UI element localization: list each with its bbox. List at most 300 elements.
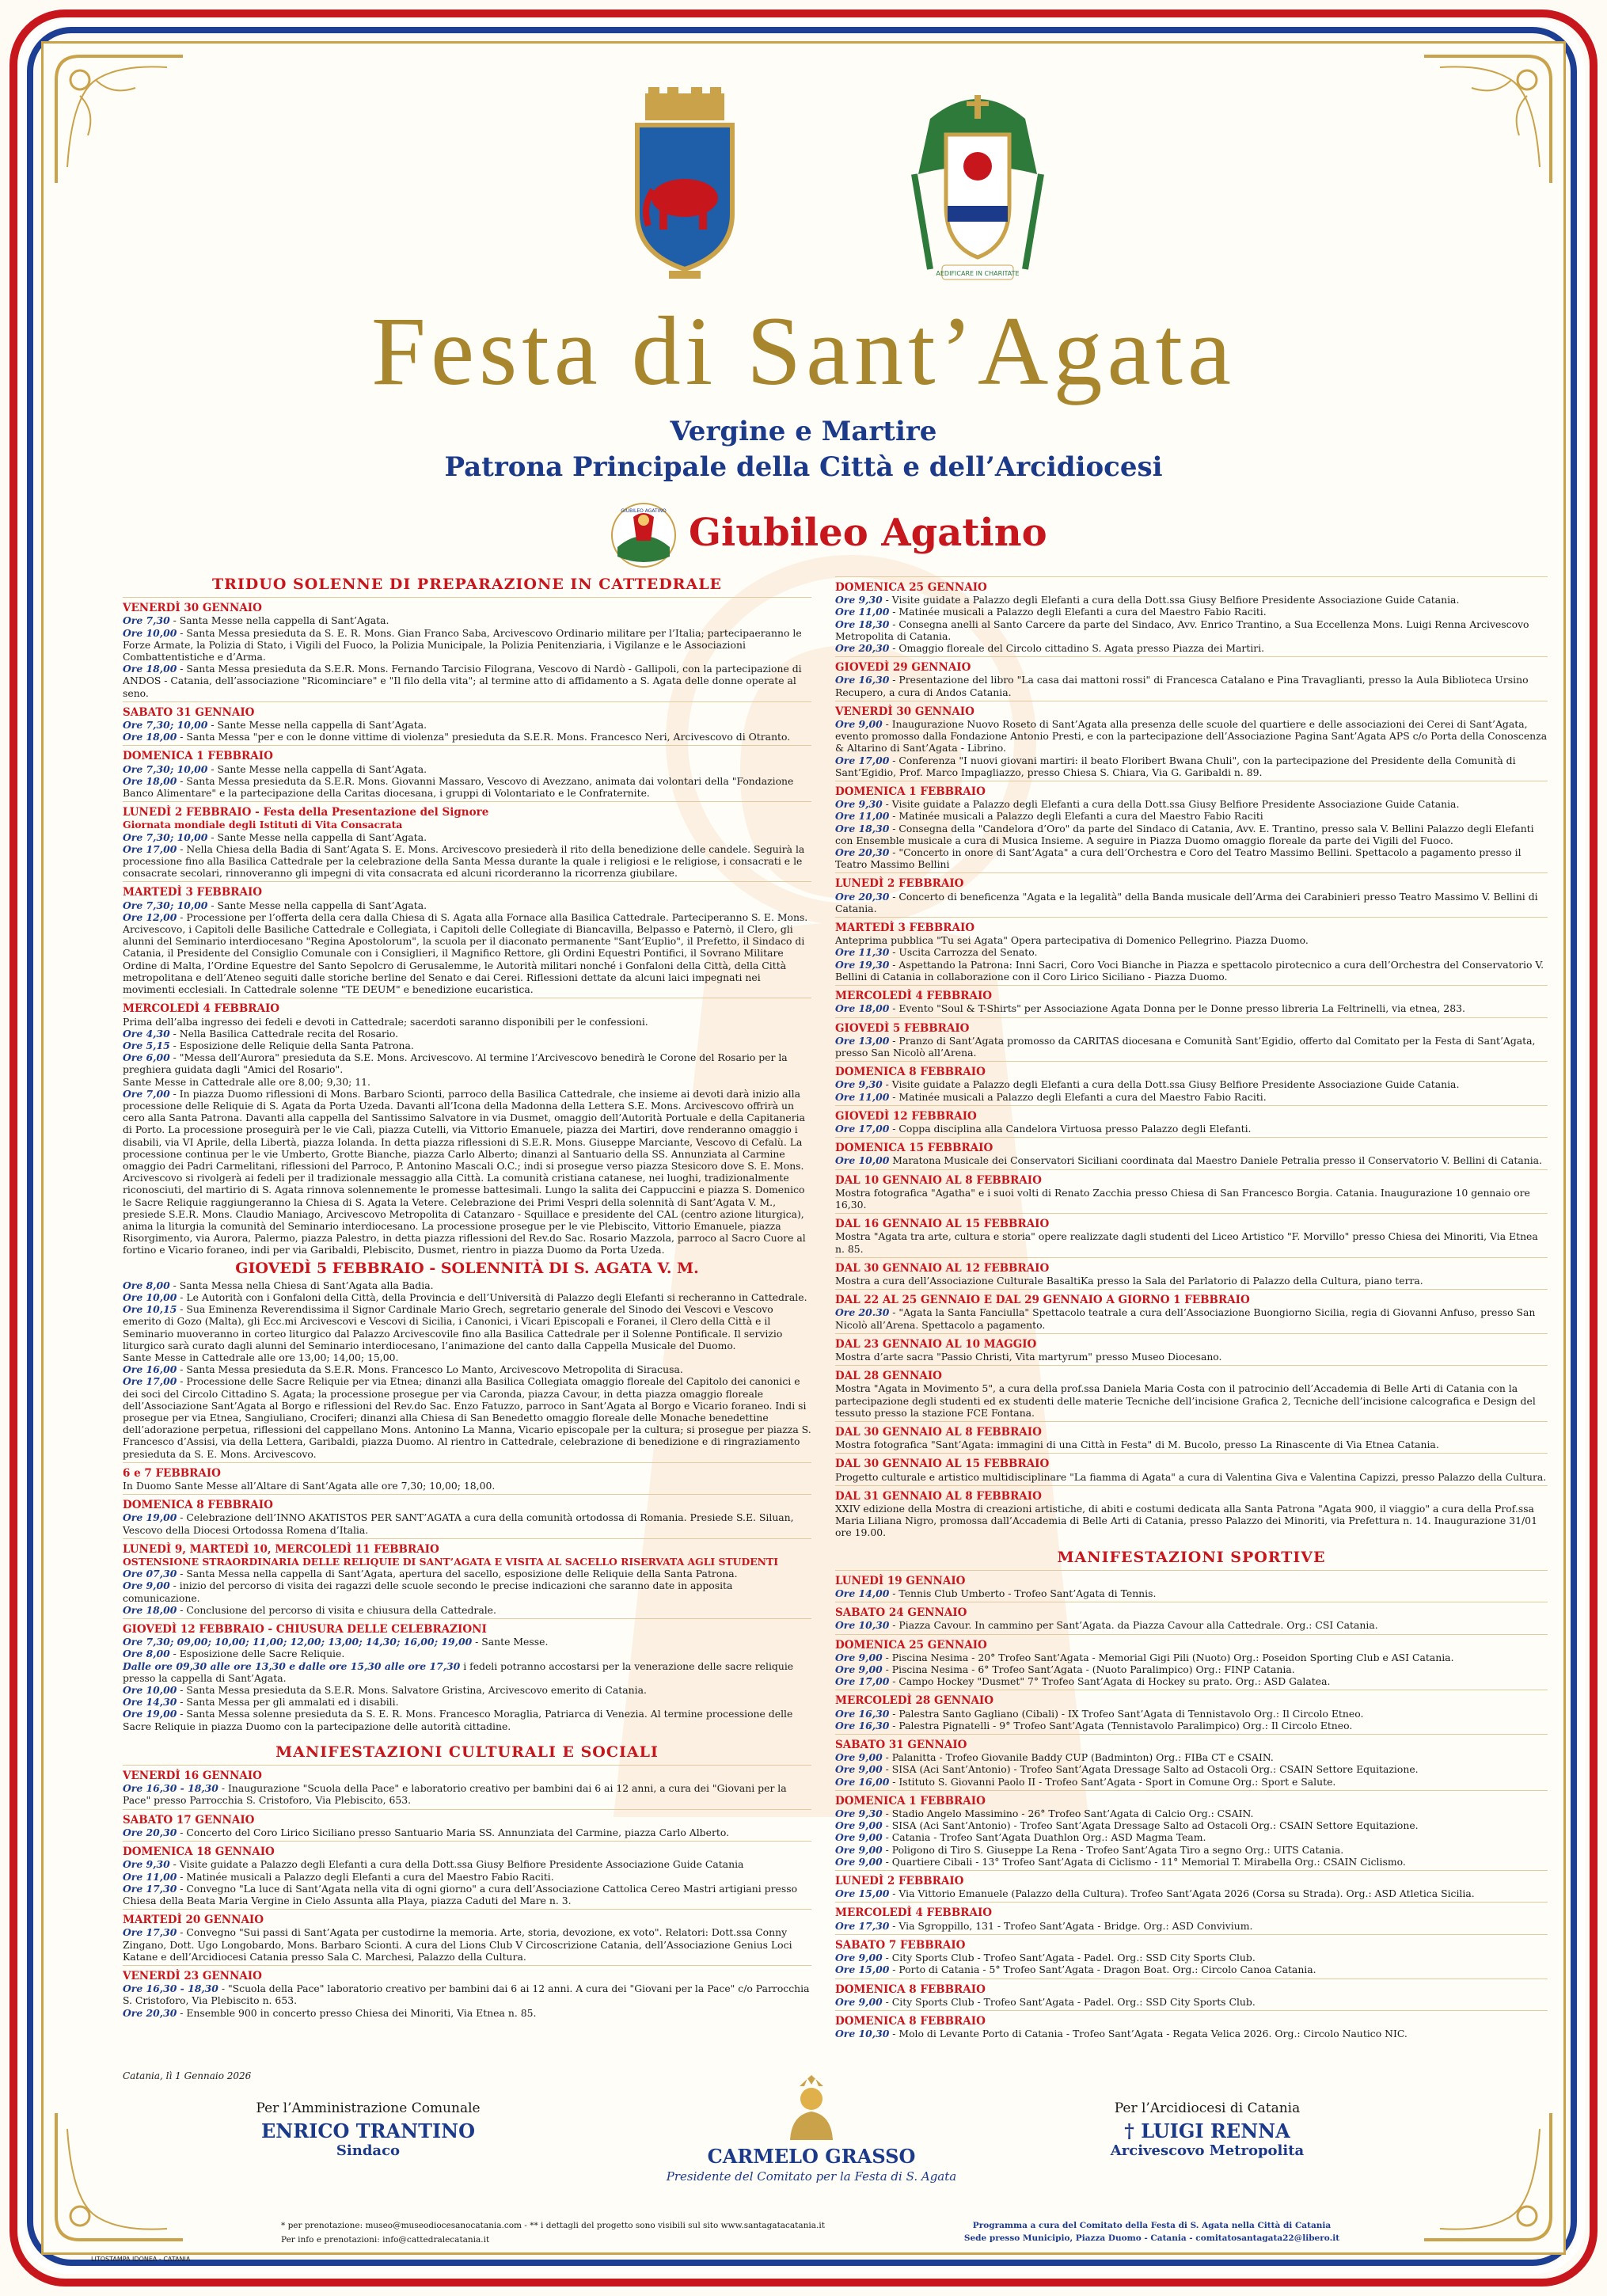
event-entry bbox=[123, 1363, 811, 1375]
event-day bbox=[835, 1485, 1548, 1539]
event-date: VENERDÌ 16 GENNAIO bbox=[123, 1770, 262, 1783]
event-entry bbox=[123, 1028, 811, 1040]
event-description: Mostra a cura dell’Associazione Culturale BasaltiKa presso la Sala del Parlatorio di Palazzo della Cultura, piano terra. bbox=[835, 1274, 1423, 1287]
event-day bbox=[123, 701, 811, 743]
event-description: - Processione delle Sacre Reliquie per via Etnea; dinanzi alla Basilica Collegiata omaggio floreale del Capitolo dei canonici e dei soci del Circolo Cittadino S. Agata; la processione prosegue per via Caronda, piazza Cavour, in detta piazza omaggio floreale dell’Associazione Sant’Agata al Borgo e riflessioni del Rev.do Sac. Enzo Fatuzzo, parroco in Sant’Agata al Borgo e Vicario foraneo. Indi si prosegue per via Etnea, Sangiuliano, Crociferi; dinanzi alla Chiesa di San Benedetto omaggio floreale delle Monache benedettine dell’adorazione perpetua, riflessioni del cappellano Mons. Antonino La Manna, Vicario episcopale per la cultura; si prosegue per piazza S. Francesco d’Assisi, via della Lettera, Garibaldi, piazza Duomo. Al rientro in Cattedrale, celebrazione di benedizione e di ringraziamento presieduta da S. E. Mons. Arcivescovo. bbox=[123, 1375, 811, 1460]
event-day bbox=[835, 917, 1548, 983]
event-time: Ore 10,00 bbox=[835, 1154, 890, 1167]
event-description: - "Messa dell’Aurora" presieduta da S.E. Mons. Arcivescovo. Al termine l’Arcivescovo benedirà le Corone del Rosario per la preghiera guidata dagli "Amici del Rosario". bbox=[123, 1051, 788, 1076]
event-time: Ore 17,00 bbox=[123, 1375, 177, 1388]
event-description: - Concerto di beneficenza "Agata e la legalità" della Banda musicale dell’Arma dei Carabinieri presso Teatro Massimo V. Bellini di Catania. bbox=[835, 890, 1538, 914]
event-time: Ore 9,00 bbox=[835, 1763, 883, 1776]
event-time: Ore 17,30 bbox=[123, 1926, 177, 1939]
event-description: - Stadio Angelo Massimino - 26° Trofeo Sant’Agata di Calcio Org.: CSAIN. bbox=[882, 1808, 1254, 1820]
mayor-role: Per l’Amministrazione Comunale bbox=[256, 2100, 481, 2116]
event-time: Ore 17,30 bbox=[835, 1919, 890, 1932]
event-time: Ore 7,30; 10,00 bbox=[123, 899, 208, 911]
event-description: Anteprima pubblica "Tu sei Agata" Opera partecipativa di Domenico Pellegrino. Piazza Duomo. bbox=[835, 934, 1309, 947]
event-description: - Nella Basilica Cattedrale recita del Rosario. bbox=[169, 1027, 399, 1040]
event-date: GIOVEDÌ 12 FEBBRAIO bbox=[835, 1109, 977, 1123]
event-entry bbox=[835, 1230, 1548, 1254]
event-description: - Presentazione del libro "La casa dai mattoni rossi" di Francesca Catalano e Pina Travaglianti, presso la Aula Biblioteca Ursino Recupero, a cura di Andos Catania. bbox=[835, 674, 1529, 698]
event-description: - SISA (Aci Sant’Antonio) - Trofeo Sant’Agata Dressage Salto ad Ostacoli Org.: CSAIN Settore Equitazione. bbox=[882, 1819, 1419, 1832]
event-description: - Concerto del Coro Lirico Siciliano presso Santuario Maria SS. Annunziata del Carmine, piazza Carlo Alberto. bbox=[177, 1826, 730, 1838]
giubileo-banner bbox=[610, 501, 1085, 564]
event-description: - inizio del percorso di visita dei ragazzi delle scuole secondo le precise indicazioni che saranno date in apposita comunicazione. bbox=[123, 1579, 733, 1604]
event-time: Ore 9,00 bbox=[835, 1952, 883, 1964]
event-entry bbox=[835, 1763, 1548, 1775]
event-time: Ore 9,00 bbox=[835, 718, 883, 731]
event-entry bbox=[123, 1579, 811, 1603]
event-description: - Visite guidate a Palazzo degli Elefanti a cura della Dott.ssa Giusy Belfiore Presidente Associazione Guide Catania. bbox=[882, 798, 1460, 811]
cultural-events-list bbox=[835, 576, 1548, 1539]
event-day bbox=[835, 1421, 1548, 1450]
event-description: - Sante Messe nella cappella di Sant’Agata. bbox=[207, 899, 427, 911]
event-day bbox=[123, 1841, 811, 1906]
event-time: Ore 20,30 bbox=[123, 1826, 177, 1838]
event-description: - Visite guidate a Palazzo degli Elefanti a cura della Dott.ssa Giusy Belfiore Presidente Associazione Guide Catania. bbox=[882, 1078, 1460, 1091]
event-entry bbox=[123, 1303, 811, 1351]
event-entry bbox=[123, 831, 811, 843]
event-entry bbox=[835, 1776, 1548, 1788]
event-entry bbox=[835, 798, 1548, 810]
event-date: MARTEDÌ 20 GENNAIO bbox=[123, 1914, 264, 1927]
event-date: LUNEDÌ 2 FEBBRAIO bbox=[835, 1875, 964, 1888]
event-time: Ore 18,00 bbox=[835, 1002, 890, 1015]
event-description: - Consegna anelli al Santo Carcere da parte del Sindaco, Avv. Enrico Trantino, a Sua Eccellenza Mons. Luigi Renna Arcivescovo Metropolita di Catania. bbox=[835, 618, 1529, 642]
event-day bbox=[123, 1965, 811, 2019]
solennita-title: GIOVEDÌ 5 FEBBRAIO - SOLENNITÀ DI S. AGATA V. M. bbox=[235, 1259, 699, 1277]
event-description: - Sante Messe nella cappella di Sant’Agata. bbox=[207, 719, 427, 732]
event-entry bbox=[123, 1636, 811, 1648]
event-description: - Catania - Trofeo Sant’Agata Duathlon Org.: ASD Magma Team. bbox=[882, 1831, 1206, 1844]
event-time: Ore 12,00 bbox=[123, 910, 177, 923]
event-time: Ore 8,00 bbox=[123, 1648, 170, 1660]
event-time: Ore 18,30 bbox=[835, 822, 890, 834]
event-entry bbox=[835, 1002, 1548, 1014]
saint-agatha-bust-icon bbox=[776, 2070, 847, 2142]
event-entry bbox=[123, 1708, 811, 1732]
event-description: - Via Sgroppillo, 131 - Trofeo Sant’Agata - Bridge. Org.: ASD Convivium. bbox=[889, 1919, 1253, 1932]
event-date: DAL 30 GENNAIO AL 15 FEBBRAIO bbox=[835, 1458, 1050, 1471]
event-date: LUNEDÌ 9, MARTEDÌ 10, MERCOLEDÌ 11 FEBBRAIO bbox=[123, 1542, 439, 1556]
event-entry bbox=[123, 1088, 811, 1256]
event-description: - Piscina Nesima - 6° Trofeo Sant’Agata - (Nuoto Paralimpico) Org.: FINP Catania. bbox=[882, 1663, 1295, 1676]
event-day bbox=[835, 781, 1548, 870]
event-entry bbox=[835, 1123, 1548, 1135]
event-date: LUNEDÌ 2 FEBBRAIO - Festa della Presentazione del Signore bbox=[123, 806, 489, 819]
event-description: - Aspettando la Patrona: Inni Sacri, Coro Voci Bianche in Piazza e spettacolo pirotecnico a cura dell’Orchestra del Conservatorio V. Bellini di Catania in collaborazione con il Coro Lirico Siciliano - Piazza Duomo. bbox=[835, 958, 1544, 983]
event-date: VENERDÌ 30 GENNAIO bbox=[835, 705, 974, 718]
event-time: Ore 13,00 bbox=[835, 1034, 890, 1047]
giubileo-logo-icon bbox=[610, 501, 678, 569]
event-description: Mostra fotografica "Sant’Agata: immagini di una Città in Festa" di M. Bucolo, presso La Rinascente di Via Etnea Catania. bbox=[835, 1439, 1439, 1451]
event-day bbox=[835, 1105, 1548, 1135]
event-entry bbox=[123, 1375, 811, 1459]
mayor-name: ENRICO TRANTINO bbox=[260, 2119, 476, 2142]
event-description: - Uscita Carrozza del Senato. bbox=[889, 946, 1038, 959]
event-date: DOMENICA 15 FEBBRAIO bbox=[835, 1142, 993, 1155]
event-time: Ore 10,00 bbox=[123, 1291, 177, 1303]
event-entry bbox=[835, 1720, 1548, 1732]
event-day bbox=[835, 1570, 1548, 1599]
event-entry bbox=[835, 934, 1548, 946]
event-description: Sante Messe in Cattedrale alle ore 13,00; 14,00; 15,00. bbox=[123, 1351, 399, 1363]
event-time: Ore 6,00 bbox=[123, 1051, 170, 1064]
event-day bbox=[123, 998, 811, 1256]
event-time: Ore 15,00 bbox=[835, 1963, 890, 1976]
event-entry bbox=[835, 1351, 1548, 1363]
event-entry bbox=[123, 731, 811, 743]
event-description: - Istituto S. Giovanni Paolo II - Trofeo Sant’Agata - Sport in Comune Org.: Sport e Salute. bbox=[889, 1775, 1336, 1788]
event-description: - Quartiere Cibali - 13° Trofeo Sant’Agata di Ciclismo - 11° Memorial T. Mirabella Org.: CSAIN Ciclismo. bbox=[882, 1855, 1406, 1868]
event-entry bbox=[123, 775, 811, 799]
subtitle-patrona: Patrona Principale della Città e dell’Arcidiocesi bbox=[444, 451, 1163, 483]
event-date: DOMENICA 8 FEBBRAIO bbox=[835, 2014, 986, 2028]
event-entry bbox=[123, 843, 811, 880]
event-description: - Santa Messa per gli ammalati ed i disabili. bbox=[177, 1696, 399, 1709]
event-description: - Palestra Santo Gagliano (Cibali) - IX Trofeo Sant’Agata di Tennistavolo Org.: Il Circolo Etneo. bbox=[889, 1707, 1364, 1720]
event-date: VENERDÌ 30 GENNAIO bbox=[123, 602, 262, 615]
event-date: MARTEDÌ 3 FEBBRAIO bbox=[835, 922, 975, 935]
event-day bbox=[835, 1257, 1548, 1287]
event-description: - In piazza Duomo riflessioni di Mons. Barbaro Scionti, parroco della Basilica Cattedrale, che insieme ai devoti darà inizio alla processione delle Reliquie di S. Agata da Porta Uzeda. Davanti all’Icona della Madonna della Lettera S.E. Mons. Arcivescovo offrirà un cero alla Santa Patrona. Davanti alla cappella del Santissimo Salvatore in via Dusmet, omaggio dell’Autorità Portuale e della Capitaneria di Porto. La processione proseguirà per le vie Calì, piazza Cutelli, via Vittorio Emanuele, piazza dei Martiri, dove renderanno omaggio i disabili, via VI Aprile, della Libertà, piazza Iolanda. In detta piazza riflessioni di S.E.R. Mons. Giuseppe Marciante, Vescovo di Cefalù. La processione continua per le vie Umberto, Grotte Bianche, piazza Carlo Alberto; dinanzi al Santuario della SS. Annunziata al Carmine omaggio dei Padri Carmelitani, riflessioni del Parroco, P. Antonino Mascali O.C.; indi si prosegue verso piazza Stesicoro dove S. E. Mons. Arcivescovo si rivolgerà ai fedeli per il tradizionale messaggio alla Città. La comunità cristiana catanese, nei luoghi, tradizionalmente riconosciuti, del martirio di S. Agata rinnova solennemente le promesse battesimali. Lungo la salita dei Cappuccini e piazza S. Domenico le Sacre Reliquie raggiungeranno la Chiesa di S. Agata la Vetere. Celebrazione dei Primi Vespri della solennità di Sant’Agata V. M., presiede S.E.R. Mons. Claudio Maniago, Arcivescovo Metropolita di Catanzaro - Squillace e presidente del CAL (centro azione liturgica), anima la liturgia la comunità del Seminario interdiocesano. La processione prosegue per le vie Plebiscito, Vittorio Emanuele, piazza Risorgimento, via Aurora, Palermo, piazza Palestro, in detta piazza riflessioni del Rev.do Sac. Rosario Mazzola, parroco al Sacro Cuore al fortino e Vicario foraneo, indi per via Garibaldi, Plebiscito, Dusmet, rientro in piazza Duomo da Porta Uzeda. bbox=[123, 1087, 806, 1256]
event-entry bbox=[123, 1040, 811, 1051]
solennita-list bbox=[123, 1279, 811, 1460]
event-entry bbox=[123, 1782, 811, 1806]
event-date: DOMENICA 18 GENNAIO bbox=[123, 1846, 275, 1859]
event-entry bbox=[123, 1480, 811, 1492]
event-description: XXIV edizione della Mostra di creazioni artistiche, di abiti e costumi dedicata alla Santa Patrona "Agata 900, il viaggio" a cura della Prof.ssa Maria Liliana Nigro, promossa dall’Accademia di Belle Arti di Catania, presso Palazzo dei Minoriti, via Prefettura n. 14. Inaugurazione 31/01 ore 19.00. bbox=[835, 1503, 1537, 1539]
event-date: MERCOLEDÌ 4 FEBBRAIO bbox=[123, 1002, 280, 1016]
event-day bbox=[123, 1765, 811, 1807]
event-day bbox=[835, 1934, 1548, 1976]
event-entry bbox=[123, 1982, 811, 2006]
committee-note-1: Programma a cura del Comitato della Festa di S. Agata nella Città di Catania bbox=[972, 2221, 1332, 2230]
event-description: - "Scuola della Pace" laboratorio creativo per bambini dai 6 ai 12 anni. A cura dei "Giovani per la Pace" c/o Parrocchia S. Cristoforo, Via Plebiscito n. 653. bbox=[123, 1982, 810, 2007]
booking-note: * per prenotazione: museo@museodiocesanocatania.com - ** i dettagli del progetto sono visibili sul sito www.santagatacatania.it bbox=[281, 2221, 825, 2230]
event-date: DAL 28 GENNAIO bbox=[835, 1370, 942, 1383]
event-time: Ore 18,00 bbox=[123, 1603, 177, 1616]
poster bbox=[41, 41, 1566, 2263]
event-day bbox=[123, 1809, 811, 1838]
event-time: Ore 11,30 bbox=[835, 946, 890, 959]
event-time: Ore 9,00 bbox=[123, 1579, 170, 1592]
event-day bbox=[835, 1602, 1548, 1631]
event-time: Ore 11,00 bbox=[835, 810, 890, 823]
event-description: i fedeli potranno accostarsi per la venerazione delle sacre reliquie presso la cappella di Sant’Agata. bbox=[123, 1659, 794, 1684]
event-description: - Santa Messa solenne presieduta da S. E. R. Mons. Francesco Moraglia, Patriarca di Venezia. Al termine processione delle Sacre Reliquie in piazza Duomo con la partecipazione delle autorità cittadine. bbox=[123, 1708, 793, 1732]
event-entry bbox=[123, 1648, 811, 1659]
event-time: Ore 07,30 bbox=[123, 1568, 177, 1580]
event-description: - Santa Messa nella cappella di Sant’Agata, apertura del sacello, esposizione delle Reliquie della Santa Patrona. bbox=[177, 1568, 738, 1580]
event-time: Ore 20,30 bbox=[835, 642, 890, 655]
event-description: - Porto di Catania - 5° Trofeo Sant’Agata - Dragon Boat. Org.: Circolo Canoa Catania. bbox=[889, 1963, 1316, 1976]
event-description: - Celebrazione dell’INNO AKATISTOS PER SANT’AGATA a cura della comunità ortodossa di Romania. Presiede S.E. Siluan, Vescovo della Diocesi Ortodossa Romena d’Italia. bbox=[123, 1511, 794, 1536]
event-date: DOMENICA 8 FEBBRAIO bbox=[835, 1982, 986, 1996]
event-day bbox=[835, 1734, 1548, 1788]
event-date: VENERDÌ 23 GENNAIO bbox=[123, 1969, 262, 1982]
event-date: SABATO 24 GENNAIO bbox=[835, 1606, 967, 1620]
event-entry bbox=[835, 846, 1548, 870]
event-time: Ore 17,00 bbox=[835, 1122, 890, 1135]
event-entry bbox=[123, 1696, 811, 1708]
event-description: - Sua Eminenza Reverendissima il Signor Cardinale Mario Grech, segretario generale del Sinodo dei Vescovi e Vescovo emerito di Gozo (Malta), gli Ecc.mi Arcivescovi e Vescovi di Sicilia, i Canonici, i Vicari Episcopali e Foranei, il Clero della Città e il Seminario muoveranno in corteo liturgico dal Palazzo Arcivescovile fino alla Basilica Cattedrale per il Solenne Pontificale. Il servizio liturgico sarà curato dagli alunni del Seminario interdiocesano, l’animazione del canto dalla Cappella Musicale del Duomo. bbox=[123, 1303, 783, 1351]
event-time: Ore 9,00 bbox=[835, 1819, 883, 1832]
event-time: Ore 10,00 bbox=[123, 626, 177, 639]
event-description: - Santa Messa presieduta da S.E.R. Mons. Giovanni Massaro, Vescovo di Avezzano, animata dai volontari della "Fondazione Banco Alimentare" e la partecipazione della Caritas diocesana, i gruppi di Volontariato e le Confraternite. bbox=[123, 774, 794, 800]
event-date: GIOVEDÌ 29 GENNAIO bbox=[835, 661, 971, 675]
event-entry bbox=[835, 1587, 1548, 1599]
footer bbox=[44, 2070, 1563, 2276]
event-entry bbox=[835, 1831, 1548, 1843]
event-entry bbox=[835, 1675, 1548, 1687]
event-time: Ore 19,00 bbox=[123, 1708, 177, 1720]
event-time: Ore 9,30 bbox=[835, 594, 883, 606]
event-date: DOMENICA 8 FEBBRAIO bbox=[123, 1499, 273, 1512]
event-entry bbox=[835, 2028, 1548, 2039]
event-description: - Ensemble 900 in concerto presso Chiesa dei Minoriti, Via Etnea n. 85. bbox=[177, 2006, 537, 2019]
giubileo-logo-text: GIUBILEO AGATINO bbox=[621, 508, 667, 514]
event-entry bbox=[123, 1858, 811, 1870]
event-entry bbox=[835, 1275, 1548, 1287]
event-time: Ore 10,00 bbox=[123, 1684, 177, 1697]
event-description: - Matinée musicali a Palazzo degli Elefanti a cura del Maestro Fabio Raciti bbox=[889, 810, 1263, 823]
event-time: Ore 9,00 bbox=[835, 1751, 883, 1764]
event-date: SABATO 17 GENNAIO bbox=[123, 1813, 255, 1827]
event-time: Ore 17,30 bbox=[123, 1882, 177, 1895]
event-day bbox=[835, 1870, 1548, 1899]
event-description: - Santa Messa presieduta da S.E.R. Mons. Salvatore Gristina, Arcivescovo emerito di Catania. bbox=[177, 1684, 647, 1697]
event-entry bbox=[123, 1926, 811, 1963]
event-description: - Palanitta - Trofeo Giovanile Baddy CUP (Badminton) Org.: FIBa CT e CSAIN. bbox=[882, 1751, 1274, 1764]
event-description: - Inaugurazione "Scuola della Pace" e laboratorio creativo per bambini dai 6 ai 12 anni, a cura dei "Giovani per la Pace" presso Parrocchia S. Cristoforo, Via Plebiscito, 653. bbox=[123, 1782, 787, 1807]
event-time: Ore 20,30 bbox=[123, 2006, 177, 2019]
event-date: DOMENICA 1 FEBBRAIO bbox=[123, 750, 273, 763]
event-lead: Prima dell’alba ingresso dei fedeli e devoti in Cattedrale; sacerdoti saranno disponibili per le confessioni. bbox=[123, 1015, 648, 1028]
triduo-list bbox=[123, 597, 811, 1256]
event-entry bbox=[835, 1751, 1548, 1763]
event-day bbox=[835, 1365, 1548, 1419]
event-time: Ore 16,30 bbox=[835, 1707, 890, 1720]
event-description: - "Concerto in onore di Sant’Agata" a cura dell’Orchestra e Coro del Teatro Massimo Bellini. Spettacolo a pagamento presso il Teatro Massimo Bellini bbox=[835, 846, 1522, 871]
subtitle-vergine: Vergine e Martire bbox=[670, 416, 937, 447]
event-time: Ore 10,30 bbox=[835, 1619, 890, 1632]
event-time: Ore 9,00 bbox=[835, 1855, 883, 1868]
event-day bbox=[835, 1289, 1548, 1331]
event-time: Ore 14,30 bbox=[123, 1696, 177, 1709]
event-description: - Conferenza "I nuovi giovani martiri: il beato Floribert Bwana Chuli", con la partecipazione del Presidente della Comunità di Sant’Egidio, Prof. Marco Impagliazzo, presso Chiesa S. Chiara, Via G. Garibaldi n. 89. bbox=[835, 754, 1516, 778]
archbishop-coat-of-arms-icon bbox=[898, 87, 1057, 293]
event-time: Ore 16,30 - 18,30 bbox=[123, 1982, 218, 1995]
event-time: Ore 7,30; 09,00; 10,00; 11,00; 12,00; 13,00; 14,30; 16,00; 19,00 bbox=[123, 1636, 473, 1648]
event-time: Ore 7,30 bbox=[123, 614, 170, 627]
event-time: Ore 17,00 bbox=[835, 754, 890, 766]
event-day bbox=[835, 1213, 1548, 1255]
event-day bbox=[835, 1137, 1548, 1166]
event-description: - Inaugurazione Nuovo Roseto di Sant’Agata alla presenza delle scuole del quartiere e delle associazioni dei Cerei di Sant’Agata, evento promosso dalla Fondazione Antonio Presti, e con la partecipazione dell’Associazione Pagina Sant’Agata APS c/o Porta della Conoscenza & Altarino di Sant’Agata - Librino. bbox=[835, 718, 1548, 755]
signature-president bbox=[653, 2070, 970, 2184]
culturali-list bbox=[123, 1765, 811, 2019]
event-time: Ore 18,00 bbox=[123, 663, 177, 675]
event-time: Ore 18,00 bbox=[123, 774, 177, 787]
event-date: DAL 30 GENNAIO AL 8 FEBBRAIO bbox=[835, 1425, 1042, 1439]
event-description: - Campo Hockey "Dusmet" 7° Trofeo Sant’Agata di Hockey su prato. Org.: ASD Galatea. bbox=[889, 1675, 1331, 1688]
event-day bbox=[835, 701, 1548, 778]
event-entry bbox=[123, 1051, 811, 1075]
event-description: - Via Vittorio Emanuele (Palazzo della Cultura). Trofeo Sant’Agata 2026 (Corsa su Strada). Org.: ASD Atletica Sicilia. bbox=[889, 1887, 1475, 1900]
event-entry bbox=[835, 606, 1548, 618]
crest-motto: AEDIFICARE IN CHARITATE bbox=[936, 270, 1020, 277]
event-day bbox=[835, 2010, 1548, 2039]
committee-note-2: Sede presso Municipio, Piazza Duomo - Catania - comitatosantagata22@libero.it bbox=[963, 2233, 1340, 2243]
sport-section-title: MANIFESTAZIONI SPORTIVE bbox=[1057, 1548, 1326, 1566]
event-day bbox=[835, 1169, 1548, 1211]
event-time: Ore 15,00 bbox=[835, 1887, 890, 1900]
event-description: - Pranzo di Sant’Agata promosso da CARITAS diocesana e Comunità Sant’Egidio, offerto dal Comitato per la Festa di Sant’Agata, presso San Nicolò all’Arena. bbox=[835, 1034, 1536, 1059]
event-description: - City Sports Club - Trofeo Sant’Agata - Padel. Org.: SSD City Sports Club. bbox=[882, 1995, 1256, 2008]
event-date: DAL 23 GENNAIO AL 10 MAGGIO bbox=[835, 1337, 1037, 1351]
event-description: - Coppa disciplina alla Candelora Virtuosa presso Palazzo degli Elefanti. bbox=[889, 1122, 1252, 1135]
event-time: Dalle ore 09,30 alle ore 13,30 e dalle ore 15,30 alle ore 17,30 bbox=[123, 1659, 461, 1672]
event-day bbox=[123, 1909, 811, 1963]
event-description: - Omaggio floreale del Circolo cittadino S. Agata presso Piazza dei Martiri. bbox=[889, 642, 1265, 655]
event-entry bbox=[123, 2007, 811, 2019]
event-day bbox=[123, 801, 811, 879]
event-date: DOMENICA 25 GENNAIO bbox=[835, 1638, 987, 1652]
event-entry bbox=[123, 1076, 811, 1088]
event-date: DAL 30 GENNAIO AL 12 FEBBRAIO bbox=[835, 1261, 1050, 1275]
giubileo-title: Giubileo Agatino bbox=[689, 511, 1047, 555]
event-date: SABATO 31 GENNAIO bbox=[835, 1739, 967, 1752]
event-entry bbox=[835, 1808, 1548, 1819]
event-entry bbox=[835, 810, 1548, 822]
event-description: In Duomo Sante Messe all’Altare di Sant’Agata alle ore 7,30; 10,00; 18,00. bbox=[123, 1480, 496, 1492]
event-day bbox=[123, 1618, 811, 1732]
event-time: Ore 20,30 bbox=[835, 846, 890, 859]
event-time: Ore 16,30 - 18,30 bbox=[123, 1782, 218, 1795]
event-time: Ore 17,00 bbox=[123, 842, 177, 855]
event-date: LUNEDÌ 2 FEBBRAIO bbox=[835, 877, 964, 891]
event-description: Mostra "Agata tra arte, cultura e storia" opere realizzate dagli studenti del Liceo Artistico "F. Morvillo" presso Chiesa dei Minoriti, Via Etnea n. 85. bbox=[835, 1230, 1538, 1255]
event-day bbox=[123, 745, 811, 799]
event-day bbox=[835, 1061, 1548, 1103]
event-time: Ore 9,00 bbox=[835, 1663, 883, 1676]
event-subtitle: Giornata mondiale degli Istituti di Vita Consacrata bbox=[123, 819, 403, 831]
event-day bbox=[835, 1453, 1548, 1482]
event-date: 6 e 7 FEBBRAIO bbox=[123, 1466, 221, 1480]
event-description: Mostra fotografica "Agatha" e i suoi volti di Renato Zacchia presso Chiesa di San Francesco Borgia. Catania. Inaugurazione 10 gennaio ore 16,30. bbox=[835, 1186, 1530, 1211]
event-time: Ore 9,00 bbox=[835, 1995, 883, 2008]
event-entry bbox=[123, 1827, 811, 1838]
event-day bbox=[835, 1333, 1548, 1363]
event-entry bbox=[835, 1952, 1548, 1963]
event-time: Ore 16,30 bbox=[835, 1719, 890, 1732]
event-entry bbox=[835, 1471, 1548, 1483]
event-subtitle: OSTENSIONE STRAORDINARIA DELLE RELIQUIE DI SANT’AGATA E VISITA AL SACELLO RISERVATA AGLI STUDENTI bbox=[123, 1556, 779, 1568]
triduo-section-title: TRIDUO SOLENNE DI PREPARAZIONE IN CATTEDRALE bbox=[211, 576, 723, 593]
event-entry bbox=[123, 719, 811, 731]
president-title: Presidente del Comitato per la Festa di S. Agata bbox=[666, 2169, 957, 2184]
event-entry bbox=[123, 1279, 811, 1291]
event-description: - Esposizione delle Sacre Reliquie. bbox=[169, 1648, 345, 1660]
event-entry bbox=[835, 1187, 1548, 1211]
event-entry bbox=[835, 1887, 1548, 1899]
mayor-title: Sindaco bbox=[336, 2142, 401, 2159]
event-description: - Esposizione delle Reliquie della Santa Patrona. bbox=[169, 1039, 414, 1051]
signature-mayor bbox=[234, 2100, 503, 2159]
catania-coat-of-arms-icon bbox=[621, 87, 748, 285]
event-day bbox=[835, 1902, 1548, 1931]
event-date: GIOVEDÌ 5 FEBBRAIO bbox=[835, 1021, 970, 1035]
event-description: - "Agata la Santa Fanciulla" Spettacolo teatrale a cura dell’Associazione Buongiorno Sicilia, regia di Giovanni Anfuso, presso San Nicolò all’Arena. Spettacolo a pagamento. bbox=[835, 1306, 1536, 1331]
event-entry bbox=[835, 1439, 1548, 1450]
poster-title: Festa di Sant’Agata bbox=[370, 297, 1236, 405]
event-description: - Matinée musicali a Palazzo degli Elefanti a cura del Maestro Fabio Raciti. bbox=[177, 1870, 554, 1883]
event-description: - Convegno "Sui passi di Sant’Agata per custodirne la memoria. Arte, storia, devozione, ex voto". Relatori: Dott.ssa Conny Zingano, Dott. Ugo Longobardo, Mons. Barbaro Scionti. A cura del Lions Club V Circoscrizione Catania, dell’Associazione Genius Loci Katane e dell’Arcidiocesi Catania presso Sala C. Marchesi, Palazzo della Cultura. bbox=[123, 1926, 792, 1963]
event-entry bbox=[835, 1996, 1548, 2008]
event-description: - Conclusione del percorso di visita e chiusura della Cattedrale. bbox=[177, 1603, 496, 1616]
archbishop-role: Per l’Arcidiocesi di Catania bbox=[1114, 2100, 1301, 2116]
event-entry bbox=[835, 1091, 1548, 1103]
event-time: Ore 10,15 bbox=[123, 1303, 177, 1316]
event-entry bbox=[123, 899, 811, 911]
event-entry bbox=[835, 1819, 1548, 1831]
event-entry bbox=[123, 1883, 811, 1906]
event-description: - Le Autorità con i Gonfaloni della Città, della Provincia e dell’Università di Palazzo degli Elefanti si recheranno in Cattedrale. bbox=[177, 1291, 807, 1303]
event-time: Ore 11,00 bbox=[835, 606, 890, 618]
event-entry bbox=[123, 1351, 811, 1363]
event-description: - Santa Messa "per e con le donne vittime di violenza" presieduta da S.E.R. Mons. Francesco Neri, Arcivescovo di Otranto. bbox=[177, 731, 791, 743]
event-date: MERCOLEDÌ 4 FEBBRAIO bbox=[835, 990, 993, 1003]
event-description: - Consegna della "Candelora d’Oro" da parte del Sindaco di Catania, Avv. E. Trantino, presso sala V. Bellini Palazzo degli Elefanti con Ensemble musicale a cura di Musica Insieme. A seguire in Piazza Duomo omaggio floreale da parte dei Vigili del Fuoco. bbox=[835, 822, 1534, 846]
event-entry bbox=[123, 1684, 811, 1696]
event-entry bbox=[835, 823, 1548, 846]
place-date: Catania, lì 1 Gennaio 2026 bbox=[123, 2070, 252, 2081]
event-description: - City Sports Club - Trofeo Sant’Agata - Padel. Org.: SSD City Sports Club. bbox=[882, 1952, 1256, 1964]
event-entry bbox=[835, 1652, 1548, 1663]
event-description: - Tennis Club Umberto - Trofeo Sant’Agata di Tennis. bbox=[889, 1587, 1157, 1600]
event-day bbox=[835, 1979, 1548, 2008]
event-description: - Poligono di Tiro S. Giuseppe La Rena - Trofeo Sant’Agata Tiro a segno Org.: UITS Catania. bbox=[882, 1843, 1344, 1856]
event-time: Ore 20.30 bbox=[835, 1306, 890, 1319]
event-time: Ore 17,00 bbox=[835, 1675, 890, 1688]
event-description: - Sante Messe. bbox=[472, 1636, 549, 1648]
event-time: Ore 9,30 bbox=[835, 798, 883, 811]
event-time: Ore 7,00 bbox=[123, 1087, 170, 1100]
event-date: SABATO 7 FEBBRAIO bbox=[835, 1938, 966, 1952]
event-time: Ore 9,30 bbox=[123, 1858, 170, 1871]
event-entry bbox=[835, 755, 1548, 778]
event-entry bbox=[835, 718, 1548, 755]
event-entry bbox=[835, 1078, 1548, 1090]
event-entry bbox=[835, 1619, 1548, 1631]
event-date: DAL 31 GENNAIO AL 8 FEBBRAIO bbox=[835, 1489, 1042, 1503]
event-description: - Evento "Soul & T-Shirts" per Associazione Agata Donna per le Donne presso libreria La Feltrinelli, via etnea, 283. bbox=[889, 1002, 1465, 1015]
event-time: Ore 7,30; 10,00 bbox=[123, 831, 208, 843]
event-date: SABATO 31 GENNAIO bbox=[123, 705, 255, 719]
event-description: Maratona Musicale dei Conservatori Siciliani coordinata dal Maestro Daniele Petralia presso il Conservatorio V. Bellini di Catania. bbox=[889, 1154, 1542, 1167]
event-time: Ore 16,30 bbox=[835, 674, 890, 686]
event-time: Ore 11,00 bbox=[123, 1870, 177, 1883]
event-time: Ore 9,00 bbox=[835, 1831, 883, 1844]
event-description: - Santa Messa nella Chiesa di Sant’Agata alla Badia. bbox=[169, 1279, 434, 1291]
event-time: Ore 18,30 bbox=[835, 618, 890, 630]
event-description: - Santa Messe nella cappella di Sant’Agata. bbox=[169, 614, 389, 627]
event-description: Progetto culturale e artistico multidisciplinare "La fiamma di Agata" a cura di Valentina Giva e Valentina Capizzi, presso Palazzo della Cultura. bbox=[835, 1470, 1547, 1483]
info-note: Per info e prenotazioni: info@cattedralecatania.it bbox=[281, 2235, 490, 2245]
event-description: - Palestra Pignatelli - 9° Trofeo Sant’Agata (Tennistavolo Paralimpico) Org.: Il Circolo Etneo. bbox=[889, 1719, 1353, 1732]
